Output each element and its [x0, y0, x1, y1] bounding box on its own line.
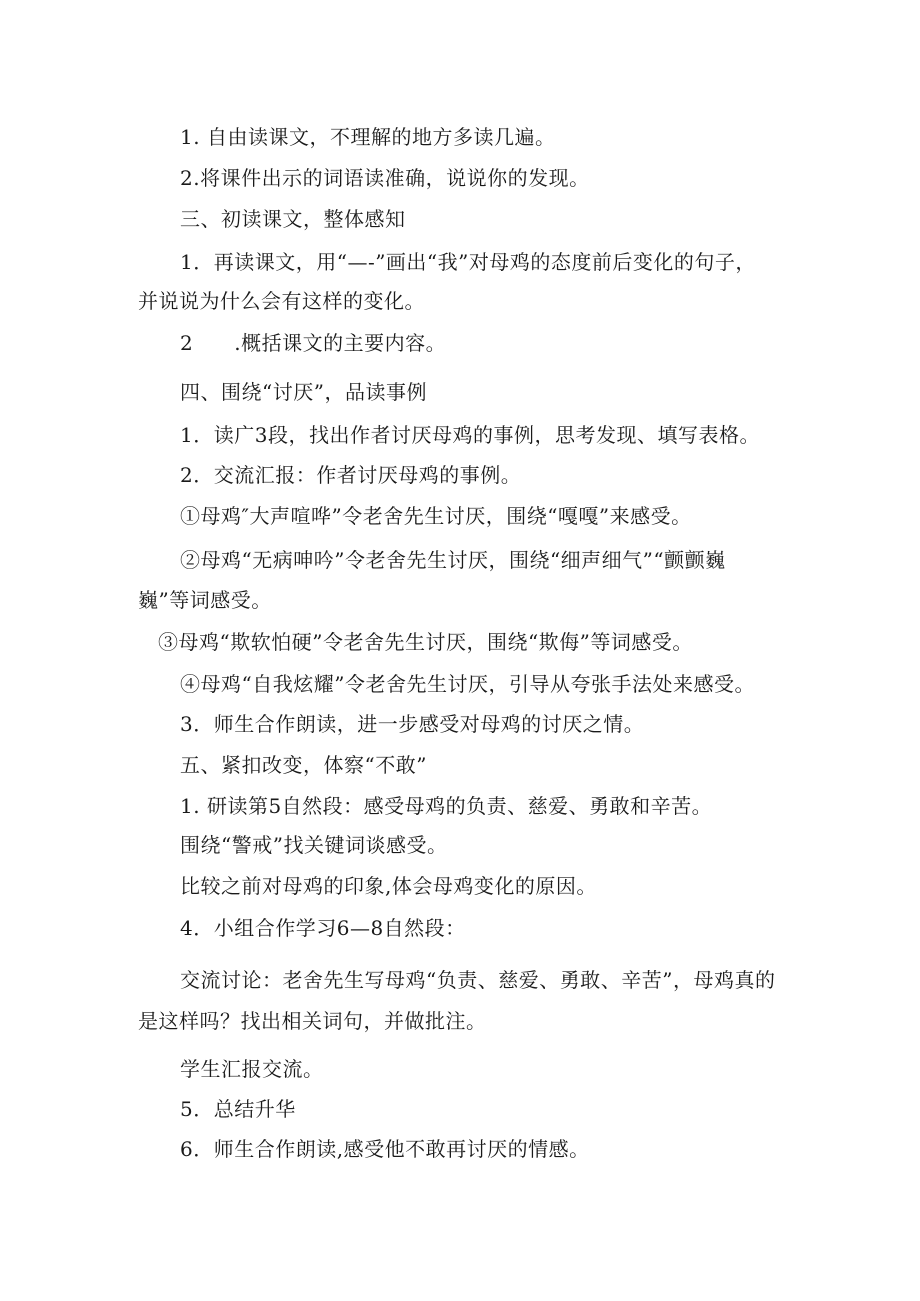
section-4-heading: 四、围绕“讨厌”，品读事例	[180, 380, 427, 404]
example-3: ③母鸡“欺软怕硬”令老舍先生讨厌，围绕“欺侮”等词感受。	[158, 630, 693, 654]
item-3-2: 2 .概括课文的主要内容。	[180, 331, 447, 355]
item-5-4: 4．小组合作学习6—8自然段：	[180, 916, 466, 940]
item-5-1: 1. 研读第5自然段：感受母鸡的负责、慈爱、勇敢和辛苦。	[180, 794, 713, 818]
section-5-heading: 五、紧扣改变，体察“不敢”	[180, 753, 427, 777]
item-3-1-line2: 并说说为什么会有这样的变化。	[138, 289, 425, 313]
item-5-5: 5．总结升华	[180, 1097, 296, 1121]
example-4: ④母鸡“自我炫耀”令老舍先生讨厌，引导从夸张手法处来感受。	[180, 672, 755, 696]
item-5-1-note2: 比较之前对母鸡的印象,体会母鸡变化的原因。	[180, 874, 597, 898]
student-report: 学生汇报交流。	[180, 1057, 324, 1081]
item-5-1-note1: 围绕“警戒”找关键词谈感受。	[180, 833, 448, 857]
item-3-1-line1: 1．再读课文，用“—-”画出“我”对母鸡的态度前后变化的句子，	[180, 250, 756, 274]
item-5-6: 6．师生合作朗读,感受他不敢再讨厌的情感。	[180, 1137, 590, 1161]
section-3-heading: 三、初读课文，整体感知	[180, 207, 406, 231]
item-4-2: 2．交流汇报：作者讨厌母鸡的事例。	[180, 463, 522, 487]
example-2-line1: ②母鸡“无病呻吟”令老舍先生讨厌，围绕“细声细气”“颤颤巍	[180, 548, 726, 572]
item-1-free-reading: 1. 自由读课文，不理解的地方多读几遍。	[180, 125, 556, 149]
example-1: ①母鸡″大声喧哗”令老舍先生讨厌，围绕“嘎嘎”来感受。	[180, 504, 692, 528]
discussion-line2: 是这样吗？找出相关词句，并做批注。	[138, 1009, 487, 1033]
item-4-1: 1．读广3段，找出作者讨厌母鸡的事例，思考发现、填写表格。	[180, 423, 760, 447]
item-2-read-words: 2.将课件出示的词语读准确，说说你的发现。	[180, 166, 590, 190]
item-4-3: 3．师生合作朗读，进一步感受对母鸡的讨厌之情。	[180, 712, 645, 736]
example-2-line2: 巍”等词感受。	[138, 588, 272, 612]
discussion-line1: 交流讨论：老舍先生写母鸡“负责、慈爱、勇敢、辛苦”，母鸡真的	[180, 968, 776, 992]
